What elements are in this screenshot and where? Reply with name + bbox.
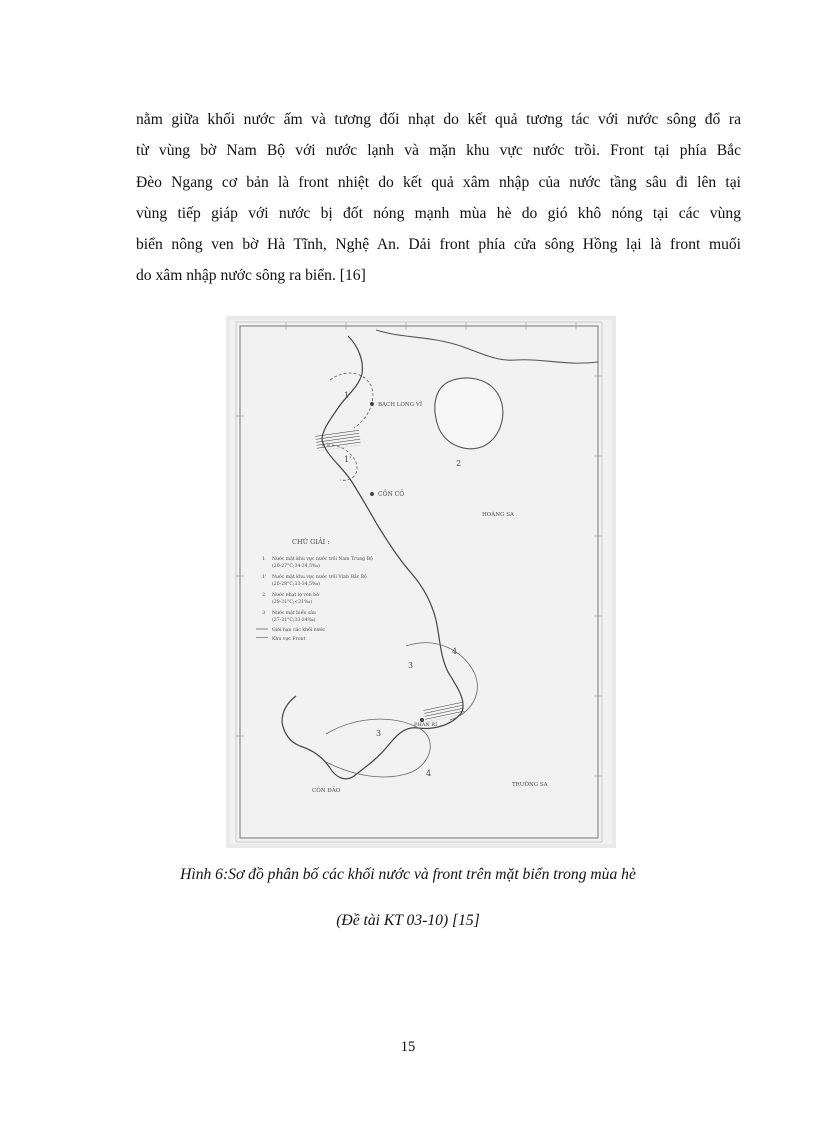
place-label-con-dao: CÔN ĐẢO (312, 788, 341, 794)
legend-item-text: Nước mặt khu vực nước trồi Vịnh Bắc Bộ (272, 575, 367, 580)
page-number: 15 (400, 1039, 416, 1055)
paragraph-line: do xâm nhập nước sông ra biển. [16] (136, 267, 366, 285)
place-label-phan-ri: PHAN RÍ (414, 722, 438, 728)
paragraph-line: nằm giữa khối nước ấm và tương đối nhạt do kết quả tương tác với nước sông đổ ra (136, 111, 741, 128)
figure-caption: Hình 6:Sơ đồ phân bố các khối nước và front trên mặt biển trong mùa hè (180, 866, 636, 883)
paragraph-line: vùng tiếp giáp với nước bị đốt nóng mạnh mùa hè do gió khô nóng tại các vùng (136, 204, 741, 222)
legend-item-number: 1 (262, 556, 266, 562)
zone-label: 4 (426, 769, 432, 778)
legend-item-text: Giới hạn các khối nước (272, 628, 326, 633)
place-label-hoang-sa: HOÀNG SA (482, 512, 514, 518)
hainan-island (435, 378, 503, 449)
figure-caption-source: (Đề tài KT 03-10) [15] (336, 912, 480, 929)
zone-label: 3 (376, 729, 382, 738)
legend-item-sub: (20-28°C;33-34,5‰) (272, 582, 320, 587)
legend-item-number: 3 (262, 610, 266, 616)
place-label-con-co: CỒN CỎ (378, 491, 405, 498)
paragraph-line: biển nông ven bờ Hà Tĩnh, Nghệ An. Dải front phía cửa sông Hồng lại là front muối (136, 236, 741, 254)
zone-label: 2 (456, 459, 462, 468)
place-marker (370, 402, 374, 406)
body-paragraph (136, 104, 741, 292)
legend-item-sub: (20-27°C;34-34,5‰) (272, 564, 320, 569)
legend-item-text: Nước nhạt lợ ven bờ (272, 593, 319, 598)
legend-item-number: 2 (262, 592, 266, 598)
paragraph-line: từ vùng bờ Nam Bộ với nước lạnh và mặn khu vực nước trồi. Front tại phía Bắc (136, 142, 741, 160)
legend-front-swatch (256, 635, 268, 640)
water-mass-map-figure (226, 316, 616, 848)
legend-item-number: 1' (262, 574, 267, 580)
legend-item-text: Nước mặt biển sâu (272, 611, 316, 616)
legend-item-text: Khu vực Front (272, 637, 306, 642)
zone-label: 3 (408, 661, 414, 670)
place-label-bach-long-vi: BẠCH LONG VĨ (378, 402, 423, 408)
legend-item-sub: (28-31°C;<31‰) (272, 600, 313, 605)
zone-label: 1' (344, 455, 352, 464)
legend-item-text: Nước mặt khu vực nước trồi Nam Trung Bộ (272, 557, 373, 562)
zone-label: 1 (344, 391, 350, 400)
legend-item-sub: (27-31°C;33-34‰) (272, 618, 316, 623)
legend-title: CHÚ GIẢI : (292, 538, 330, 546)
place-marker (370, 492, 374, 496)
zone-label: 4 (452, 647, 458, 656)
paragraph-line: Đèo Ngang cơ bản là front nhiệt do kết quả xâm nhập của nước tầng sâu đi lên tại (136, 173, 741, 191)
place-label-truong-sa: TRƯỜNG SA (512, 782, 548, 788)
